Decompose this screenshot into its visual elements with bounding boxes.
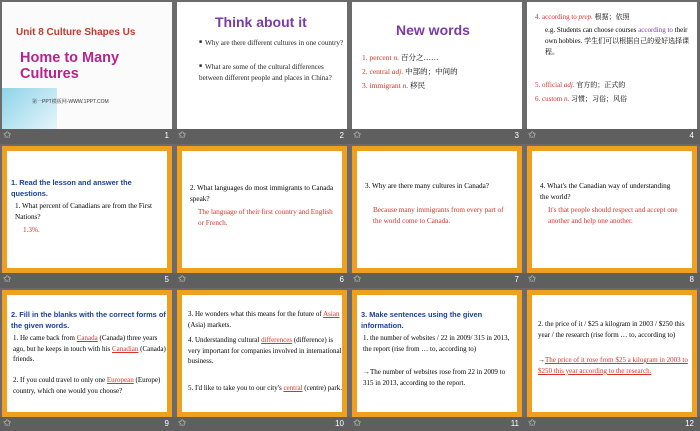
transition-star-icon[interactable]: ✩ [178,274,187,285]
fill-item-4: 4. Understanding cultural differences (difference) is very important for companies involved in international business. [188,336,342,365]
task-heading: 1. Read the lesson and answer the questions. [11,178,132,199]
transition-star-icon[interactable]: ✩ [3,274,12,285]
question-2: ■ What are some of the cultural differences between different people and places in China? [199,62,344,84]
slide-bar [0,417,175,431]
slide-thumb-10[interactable] [175,288,350,431]
slide-thumb-4[interactable] [525,0,700,144]
footer-text: 第一PPT模板网-WWW.1PPT.COM [32,99,109,105]
example-sentence: e.g. Students can choose courses according to their own hobbies. 学生们可以根据自己的爱好选择课程。 [545,26,690,56]
slide-canvas [352,146,522,273]
slide-title: New words [396,22,470,38]
question-text: 3. Why are there many cultures in Canada? [365,182,490,190]
fill-item-3: 3. He wonders what this means for the future of Asian (Asia) markets. [188,310,340,329]
question-1: ■ Why are there different cultures in one country? [199,38,344,49]
answer-text: →The number of websites rose from 22 in 2009 to 315 in 2013, according to the report. [363,368,506,387]
slide-number: 12 [685,419,694,428]
slide-bar [175,129,350,144]
slide-canvas [177,146,347,273]
slide-canvas [352,2,522,129]
slide-canvas [527,146,697,273]
fill-item-2: 2. If you could travel to only one European (Europe) country, which one would you choose? [13,376,161,395]
slide-canvas [2,2,172,129]
slide-number: 1 [164,131,169,140]
word-row-2: 2. central adj. 中部的；中间的 [362,67,458,76]
word-row-3: 3. immigrant n. 移民 [362,81,426,90]
word-row-1: 1. percent n. 百分之…… [362,53,439,62]
unit-title: Unit 8 Culture Shapes Us [16,27,136,38]
arrow-icon: → [538,356,545,364]
answer-text: Because many immigrants from every part of the world come to Canada. [373,206,504,226]
transition-star-icon[interactable]: ✩ [178,130,187,141]
task-heading: 2. Fill in the blanks with the correct forms of the given words. [11,310,166,331]
slide-thumb-6[interactable] [175,144,350,288]
slide-number: 10 [335,419,344,428]
decor-crystals [2,88,57,129]
slide-thumb-5[interactable] [0,144,175,288]
slide-thumb-12[interactable] [525,288,700,431]
slide-number: 7 [514,275,519,284]
slide-canvas [527,290,697,417]
slide-bar [525,129,700,144]
question-text: 1. What percent of Canadians are from the First Nations? [15,202,152,222]
slide-bar [525,417,700,431]
slide-bar [175,417,350,431]
prompt-text: 1. the number of websites / 22 in 2009/ 315 in 2013, the report (rise from … to, according to) [363,334,510,353]
slide-canvas [352,290,522,417]
slide-title: Think about it [215,14,307,30]
answer-text: It's that people should respect and accept one another and help one another. [548,206,678,226]
slide-canvas [177,290,347,417]
slide-bar [350,273,525,288]
answer-row [538,355,688,377]
slide-canvas [2,146,172,273]
word-row-4: 4. according to prep. 根据；依照 [535,13,630,21]
slide-bar [0,273,175,288]
slide-canvas [177,2,347,129]
slide-thumb-1[interactable] [0,0,175,144]
fill-item-1: 1. He came back from Canada (Canada) three years ago, but he keeps in touch with his Canadian (Canada) friends. [13,334,166,363]
transition-star-icon[interactable]: ✩ [178,418,187,429]
transition-star-icon[interactable]: ✩ [528,418,537,429]
transition-star-icon[interactable]: ✩ [3,418,12,429]
slide-canvas [2,290,172,417]
slide-thumb-9[interactable] [0,288,175,431]
word-row-5: 5. official adj. 官方的；正式的 [535,81,626,89]
transition-star-icon[interactable]: ✩ [528,274,537,285]
slide-number: 4 [689,131,694,140]
slide-canvas [527,2,697,129]
transition-star-icon[interactable]: ✩ [353,130,362,141]
slide-number: 6 [339,275,344,284]
answer-text: The price of it rose from $25 a kilogram in 2003 to $250 this year according to the research. [538,356,688,375]
transition-star-icon[interactable]: ✩ [353,274,362,285]
transition-star-icon[interactable]: ✩ [3,130,12,141]
slide-thumb-2[interactable] [175,0,350,144]
question-text: 4. What's the Canadian way of understanding the world? [540,182,671,202]
slide-bar [525,273,700,288]
slide-number: 2 [339,131,344,140]
prompt-text: 2. the price of it / $25 a kilogram in 2003 / $250 this year / the research (rise form … to, according to) [538,320,685,339]
slide-thumb-7[interactable] [350,144,525,288]
answer-text: 1.3%. [23,226,40,234]
slide-number: 8 [689,275,694,284]
question-text: 2. What languages do most immigrants to Canada speak? [190,184,334,204]
answer-text: The language of their first country and English or French. [198,208,333,228]
slide-bar [175,273,350,288]
slide-bar [350,417,525,431]
transition-star-icon[interactable]: ✩ [528,130,537,141]
slide-thumb-11[interactable] [350,288,525,431]
slide-thumb-8[interactable] [525,144,700,288]
task-heading: 3. Make sentences using the given information. [361,310,483,331]
word-row-6: 6. custom n. 习惯；习俗；风俗 [535,95,627,103]
slide-bar [350,129,525,144]
slide-number: 9 [164,419,169,428]
slide-thumb-3[interactable] [350,0,525,144]
slide-number: 3 [514,131,519,140]
slide-bar [0,129,175,144]
slide-number: 5 [164,275,169,284]
fill-item-5: 5. I'd like to take you to our city's central (centre) park. [188,384,342,392]
slide-number: 11 [510,419,519,428]
lesson-title: Home to Many Cultures [20,50,120,82]
transition-star-icon[interactable]: ✩ [353,418,362,429]
